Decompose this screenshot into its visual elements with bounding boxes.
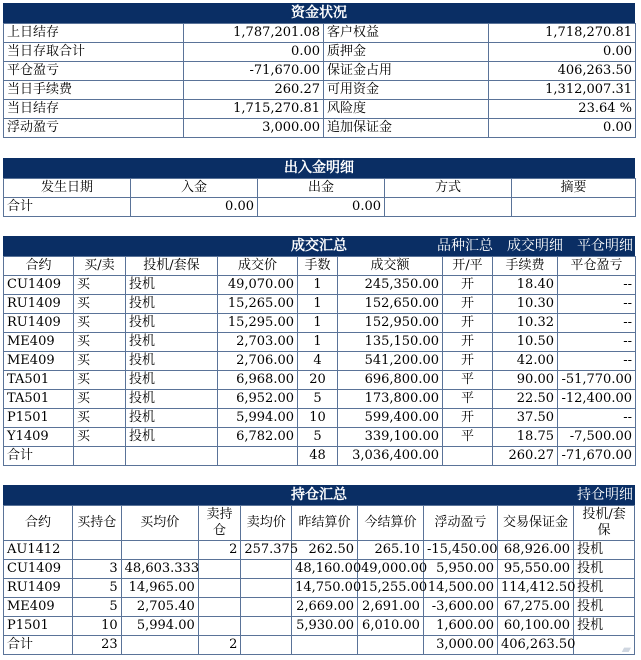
trade-cell: 10.32	[493, 314, 558, 333]
trade-cell: 买	[74, 333, 126, 352]
position-cell: 95,550.00	[497, 560, 573, 579]
position-cell: 60,100.00	[497, 617, 573, 636]
position-cell: 投机	[574, 598, 635, 617]
position-cell: 2,705.40	[121, 598, 198, 617]
trade-cell: 696,800.00	[338, 371, 443, 390]
position-cell	[241, 579, 292, 598]
trades-links	[423, 236, 633, 256]
trade-cell: 152,950.00	[338, 314, 443, 333]
trade-cell: 投机	[126, 428, 218, 447]
position-cell: 1,600.00	[423, 617, 497, 636]
trade-cell: 1	[298, 333, 338, 352]
trade-cell: 投机	[126, 352, 218, 371]
fund-label: 浮动盈亏	[4, 119, 184, 138]
position-cell: 6,010.00	[358, 617, 424, 636]
link-position-detail[interactable]: 持仓明细	[577, 487, 633, 503]
trade-cell: 20	[298, 371, 338, 390]
trade-cell: 买	[74, 276, 126, 295]
inout-section-header	[3, 158, 635, 178]
fund-table	[3, 23, 636, 138]
trade-cell: 投机	[126, 333, 218, 352]
column-header: 手续费	[493, 257, 558, 276]
trade-cell: 1	[298, 276, 338, 295]
fund-row	[4, 119, 636, 138]
position-cell: 2,669.00	[292, 598, 358, 617]
fund-value: 0.00	[489, 119, 636, 138]
trade-row	[4, 295, 636, 314]
position-cell: 48,160.00	[292, 560, 358, 579]
position-cell: 投机	[574, 560, 635, 579]
column-header: 投机/套保	[126, 257, 218, 276]
position-cell	[198, 560, 241, 579]
positions-header-row	[4, 506, 635, 541]
fund-label: 当日手续费	[4, 81, 184, 100]
inout-table	[3, 178, 636, 217]
total-cell	[74, 447, 126, 466]
position-cell: 3	[72, 560, 121, 579]
trade-cell: 投机	[126, 390, 218, 409]
watermark: ▰	[621, 642, 631, 656]
trade-cell: 2,706.00	[218, 352, 298, 371]
trade-row	[4, 390, 636, 409]
column-header: 合约	[4, 257, 74, 276]
trade-cell: 投机	[126, 314, 218, 333]
link-variety-summary[interactable]: 品种汇总	[437, 238, 493, 254]
total-cell: 0.00	[258, 198, 385, 217]
position-row	[4, 617, 635, 636]
column-header: 摘要	[512, 179, 636, 198]
position-cell: 5	[72, 598, 121, 617]
column-header: 买持仓	[72, 506, 121, 541]
position-cell: 49,000.00	[358, 560, 424, 579]
total-cell	[443, 447, 493, 466]
fund-label: 上日结存	[4, 24, 184, 43]
trade-row	[4, 409, 636, 428]
trade-cell: --	[558, 409, 636, 428]
column-header: 昨结算价	[292, 506, 358, 541]
trade-cell: 开	[443, 409, 493, 428]
total-cell: 2	[198, 636, 241, 655]
total-cell: 3,000.00	[423, 636, 497, 655]
trade-cell: 1	[298, 314, 338, 333]
column-header: 浮动盈亏	[423, 506, 497, 541]
position-cell: 67,275.00	[497, 598, 573, 617]
position-cell: 15,255.00	[358, 579, 424, 598]
position-cell: AU1412	[4, 541, 73, 560]
total-cell: 406,263.50	[497, 636, 573, 655]
positions-links	[563, 485, 633, 505]
fund-row	[4, 100, 636, 119]
position-cell: 5,930.00	[292, 617, 358, 636]
column-header: 合约	[4, 506, 73, 541]
trade-cell: 买	[74, 352, 126, 371]
fund-value: 406,263.50	[489, 62, 636, 81]
fund-value: 1,312,007.31	[489, 81, 636, 100]
column-header: 投机/套保	[574, 506, 635, 541]
trade-cell: 152,650.00	[338, 295, 443, 314]
position-cell: -15,450.00	[423, 541, 497, 560]
total-cell	[241, 636, 292, 655]
column-header: 成交额	[338, 257, 443, 276]
position-cell	[121, 541, 198, 560]
trade-cell: 投机	[126, 276, 218, 295]
trade-cell: ME409	[4, 333, 74, 352]
trade-cell: -51,770.00	[558, 371, 636, 390]
fund-label: 追加保证金	[324, 119, 489, 138]
trade-cell: 开	[443, 314, 493, 333]
trade-row	[4, 333, 636, 352]
column-header: 卖均价	[241, 506, 292, 541]
position-cell: 投机	[574, 541, 635, 560]
fund-value: 23.64 %	[489, 100, 636, 119]
column-header: 发生日期	[4, 179, 131, 198]
trades-total-row	[4, 447, 636, 466]
trade-cell: 买	[74, 390, 126, 409]
trade-cell: 平	[443, 390, 493, 409]
trade-cell: --	[558, 333, 636, 352]
position-row	[4, 541, 635, 560]
fund-row	[4, 43, 636, 62]
trade-cell: --	[558, 314, 636, 333]
positions-section-title: 持仓汇总	[291, 487, 347, 503]
trade-cell: 买	[74, 428, 126, 447]
position-cell: 265.10	[358, 541, 424, 560]
trade-cell: 投机	[126, 295, 218, 314]
trade-cell: 245,350.00	[338, 276, 443, 295]
column-header: 平仓盈亏	[558, 257, 636, 276]
positions-total-row	[4, 636, 635, 655]
total-cell	[126, 447, 218, 466]
fund-label: 质押金	[324, 43, 489, 62]
positions-section-header	[3, 485, 635, 505]
trade-cell: 90.00	[493, 371, 558, 390]
trade-cell: 买	[74, 295, 126, 314]
trade-cell: 4	[298, 352, 338, 371]
fund-value: 0.00	[489, 43, 636, 62]
position-cell: P1501	[4, 617, 73, 636]
trade-cell: 541,200.00	[338, 352, 443, 371]
position-row	[4, 560, 635, 579]
inout-total-row	[4, 198, 636, 217]
fund-value: 1,715,270.81	[184, 100, 324, 119]
trade-cell: P1501	[4, 409, 74, 428]
column-header: 出金	[258, 179, 385, 198]
position-cell: 5,994.00	[121, 617, 198, 636]
trade-cell: 买	[74, 371, 126, 390]
fund-row	[4, 62, 636, 81]
trade-cell: ME409	[4, 352, 74, 371]
trade-row	[4, 428, 636, 447]
trade-cell: 5	[298, 428, 338, 447]
trade-cell: 投机	[126, 409, 218, 428]
trade-cell: 5	[298, 390, 338, 409]
fund-label: 当日结存	[4, 100, 184, 119]
positions-table	[3, 505, 635, 655]
fund-value: 1,718,270.81	[489, 24, 636, 43]
position-cell: 5	[72, 579, 121, 598]
trade-cell: 10	[298, 409, 338, 428]
position-cell: ME409	[4, 598, 73, 617]
trades-header-row	[4, 257, 636, 276]
position-cell: 14,965.00	[121, 579, 198, 598]
fund-value: 1,787,201.08	[184, 24, 324, 43]
fund-label: 风险度	[324, 100, 489, 119]
fund-value: 0.00	[184, 43, 324, 62]
fund-label: 客户权益	[324, 24, 489, 43]
trade-cell: 10.50	[493, 333, 558, 352]
fund-label: 当日存取合计	[4, 43, 184, 62]
trade-cell: 平	[443, 371, 493, 390]
fund-label: 可用资金	[324, 81, 489, 100]
position-cell: 114,412.50	[497, 579, 573, 598]
total-cell: 3,036,400.00	[338, 447, 443, 466]
inout-section-title: 出入金明细	[284, 160, 354, 176]
trades-table	[3, 256, 636, 466]
trade-cell: 买	[74, 314, 126, 333]
position-cell: 投机	[574, 579, 635, 598]
fund-section-header	[3, 3, 635, 23]
link-close-detail[interactable]: 平仓明细	[577, 238, 633, 254]
position-cell	[72, 541, 121, 560]
column-header: 卖持仓	[198, 506, 241, 541]
position-cell: 14,750.00	[292, 579, 358, 598]
trade-cell: --	[558, 352, 636, 371]
trade-row	[4, 352, 636, 371]
position-cell: 2	[198, 541, 241, 560]
position-cell: 14,500.00	[423, 579, 497, 598]
fund-row	[4, 24, 636, 43]
fund-label: 保证金占用	[324, 62, 489, 81]
total-cell	[358, 636, 424, 655]
position-cell: CU1409	[4, 560, 73, 579]
column-header: 入金	[131, 179, 258, 198]
total-cell: 合计	[4, 447, 74, 466]
trade-cell: 6,782.00	[218, 428, 298, 447]
column-header: 买/卖	[74, 257, 126, 276]
trade-cell: 173,800.00	[338, 390, 443, 409]
trade-cell: 开	[443, 276, 493, 295]
trade-cell: --	[558, 276, 636, 295]
total-cell: 260.27	[493, 447, 558, 466]
trade-cell: 5,994.00	[218, 409, 298, 428]
position-cell	[198, 579, 241, 598]
position-cell	[198, 598, 241, 617]
position-cell: 10	[72, 617, 121, 636]
trade-cell: 18.75	[493, 428, 558, 447]
trade-cell: CU1409	[4, 276, 74, 295]
total-cell: 48	[298, 447, 338, 466]
position-cell	[241, 598, 292, 617]
trade-cell: 15,265.00	[218, 295, 298, 314]
column-header: 买均价	[121, 506, 198, 541]
position-row	[4, 598, 635, 617]
position-cell: 257.375	[241, 541, 292, 560]
total-cell: 0.00	[131, 198, 258, 217]
trade-cell: 1	[298, 295, 338, 314]
trade-cell: 599,400.00	[338, 409, 443, 428]
trade-cell: 42.00	[493, 352, 558, 371]
trade-cell: 15,295.00	[218, 314, 298, 333]
total-cell: -71,670.00	[558, 447, 636, 466]
position-row	[4, 579, 635, 598]
column-header: 成交价	[218, 257, 298, 276]
total-cell	[121, 636, 198, 655]
trade-row	[4, 314, 636, 333]
trade-cell: -7,500.00	[558, 428, 636, 447]
column-header: 今结算价	[358, 506, 424, 541]
fund-value: 3,000.00	[184, 119, 324, 138]
total-cell	[292, 636, 358, 655]
trade-cell: 投机	[126, 371, 218, 390]
trade-cell: 6,952.00	[218, 390, 298, 409]
column-header: 开/平	[443, 257, 493, 276]
trade-row	[4, 371, 636, 390]
position-cell: 68,926.00	[497, 541, 573, 560]
position-cell: RU1409	[4, 579, 73, 598]
trade-cell: RU1409	[4, 295, 74, 314]
fund-section-title: 资金状况	[291, 5, 347, 21]
fund-row	[4, 81, 636, 100]
trade-row	[4, 276, 636, 295]
trades-section-header	[3, 236, 635, 256]
total-cell: 合计	[4, 636, 73, 655]
position-cell: 5,950.00	[423, 560, 497, 579]
trade-cell: 22.50	[493, 390, 558, 409]
trade-cell: 37.50	[493, 409, 558, 428]
position-cell	[241, 617, 292, 636]
trade-cell: 135,150.00	[338, 333, 443, 352]
trade-cell: 2,703.00	[218, 333, 298, 352]
total-cell	[512, 198, 636, 217]
fund-label: 平仓盈亏	[4, 62, 184, 81]
column-header: 手数	[298, 257, 338, 276]
trade-cell: 开	[443, 352, 493, 371]
trade-cell: 买	[74, 409, 126, 428]
trades-section-title: 成交汇总	[291, 238, 347, 254]
trade-cell: Y1409	[4, 428, 74, 447]
trade-cell: 开	[443, 333, 493, 352]
link-trade-detail[interactable]: 成交明细	[507, 238, 563, 254]
trade-cell: 开	[443, 295, 493, 314]
trade-cell: 18.40	[493, 276, 558, 295]
fund-value: -71,670.00	[184, 62, 324, 81]
total-cell: 23	[72, 636, 121, 655]
position-cell: -3,600.00	[423, 598, 497, 617]
column-header: 方式	[385, 179, 512, 198]
trade-cell: 339,100.00	[338, 428, 443, 447]
position-cell: 48,603.333	[121, 560, 198, 579]
position-cell: 262.50	[292, 541, 358, 560]
position-cell	[241, 560, 292, 579]
trade-cell: 10.30	[493, 295, 558, 314]
total-cell: 合计	[4, 198, 131, 217]
trade-cell: 49,070.00	[218, 276, 298, 295]
trade-cell: RU1409	[4, 314, 74, 333]
column-header: 交易保证金	[497, 506, 573, 541]
trade-cell: --	[558, 295, 636, 314]
trade-cell: -12,400.00	[558, 390, 636, 409]
trade-cell: TA501	[4, 390, 74, 409]
trade-cell: 平	[443, 428, 493, 447]
total-cell	[385, 198, 512, 217]
position-cell	[198, 617, 241, 636]
fund-value: 260.27	[184, 81, 324, 100]
trade-cell: TA501	[4, 371, 74, 390]
position-cell: 2,691.00	[358, 598, 424, 617]
trade-cell: 6,968.00	[218, 371, 298, 390]
inout-header-row	[4, 179, 636, 198]
total-cell	[218, 447, 298, 466]
position-cell: 投机	[574, 617, 635, 636]
